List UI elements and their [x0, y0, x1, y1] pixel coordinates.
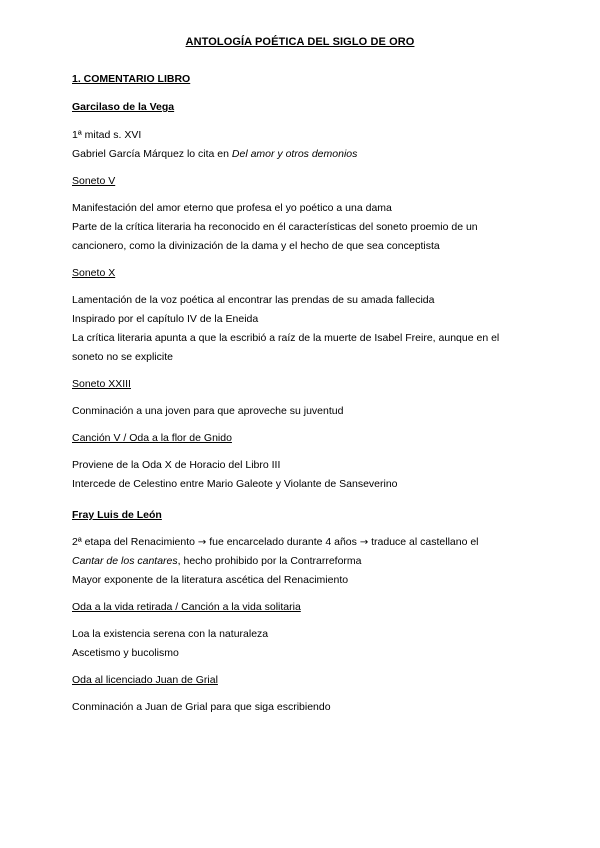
- text-line: [72, 533, 532, 552]
- text-span: traduce al castellano el: [368, 536, 479, 548]
- text-span: Gabriel García Márquez lo cita en: [72, 148, 232, 160]
- text-line: Parte de la crítica literaria ha reconocido en él características del soneto proemio de un: [72, 221, 478, 233]
- book-title-italic: Del amor y otros demonios: [231, 148, 358, 160]
- text-line: La crítica literaria apunta a que la escribió a raíz de la muerte de Isabel Freire, aunque en el: [72, 332, 500, 344]
- subheading-oda-vida-retirada: Oda a la vida retirada / Canción a la vida solitaria: [72, 601, 301, 613]
- text-line: Inspirado por el capítulo IV de la Eneida: [72, 313, 259, 325]
- text-line: [72, 145, 532, 164]
- subheading-oda-juan-de-grial: Oda al licenciado Juan de Grial: [72, 674, 218, 686]
- arrow-icon: →: [359, 537, 369, 548]
- text-line: Ascetismo y bucolismo: [72, 647, 179, 659]
- subheading-soneto-v: Soneto V: [72, 175, 116, 187]
- subheading-soneto-x: Soneto X: [72, 267, 116, 279]
- text-line: Conminación a una joven para que aproveche su juventud: [72, 405, 344, 417]
- text-line: Loa la existencia serena con la naturaleza: [72, 628, 269, 640]
- text-line: Manifestación del amor eterno que profesa el yo poético a una dama: [72, 202, 392, 214]
- text-line: Mayor exponente de la literatura ascética del Renacimiento: [72, 574, 349, 586]
- text-line: Lamentación de la voz poética al encontrar las prendas de su amada fallecida: [72, 294, 435, 306]
- author-heading-garcilaso: Garcilaso de la Vega: [72, 101, 175, 113]
- author-heading-fray-luis: Fray Luis de León: [72, 509, 162, 521]
- text-span: 2ª etapa del Renacimiento: [72, 536, 198, 548]
- section-heading: 1. COMENTARIO LIBRO: [72, 73, 191, 85]
- text-span: , hecho prohibido por la Contrarreforma: [177, 555, 362, 567]
- book-title-italic: Cantar de los cantares: [72, 555, 178, 567]
- text-line: [72, 552, 532, 571]
- arrow-icon: →: [197, 537, 207, 548]
- subheading-soneto-xxiii: Soneto XXIII: [72, 378, 131, 390]
- text-line: Conminación a Juan de Grial para que siga escribiendo: [72, 701, 331, 713]
- text-line: soneto no se explicite: [72, 351, 173, 363]
- subheading-cancion-v: Canción V / Oda a la flor de Gnido: [72, 432, 232, 444]
- document-body: [72, 70, 532, 717]
- document-title: ANTOLOGÍA POÉTICA DEL SIGLO DE ORO: [185, 36, 415, 48]
- text-line: 1ª mitad s. XVI: [72, 129, 142, 141]
- text-line: Intercede de Celestino entre Mario Galeote y Violante de Sanseverino: [72, 478, 398, 490]
- text-line: Proviene de la Oda X de Horacio del Libro III: [72, 459, 281, 471]
- text-line: cancionero, como la divinización de la dama y el hecho de que sea conceptista: [72, 240, 440, 252]
- text-span: fue encarcelado durante 4 años: [206, 536, 360, 548]
